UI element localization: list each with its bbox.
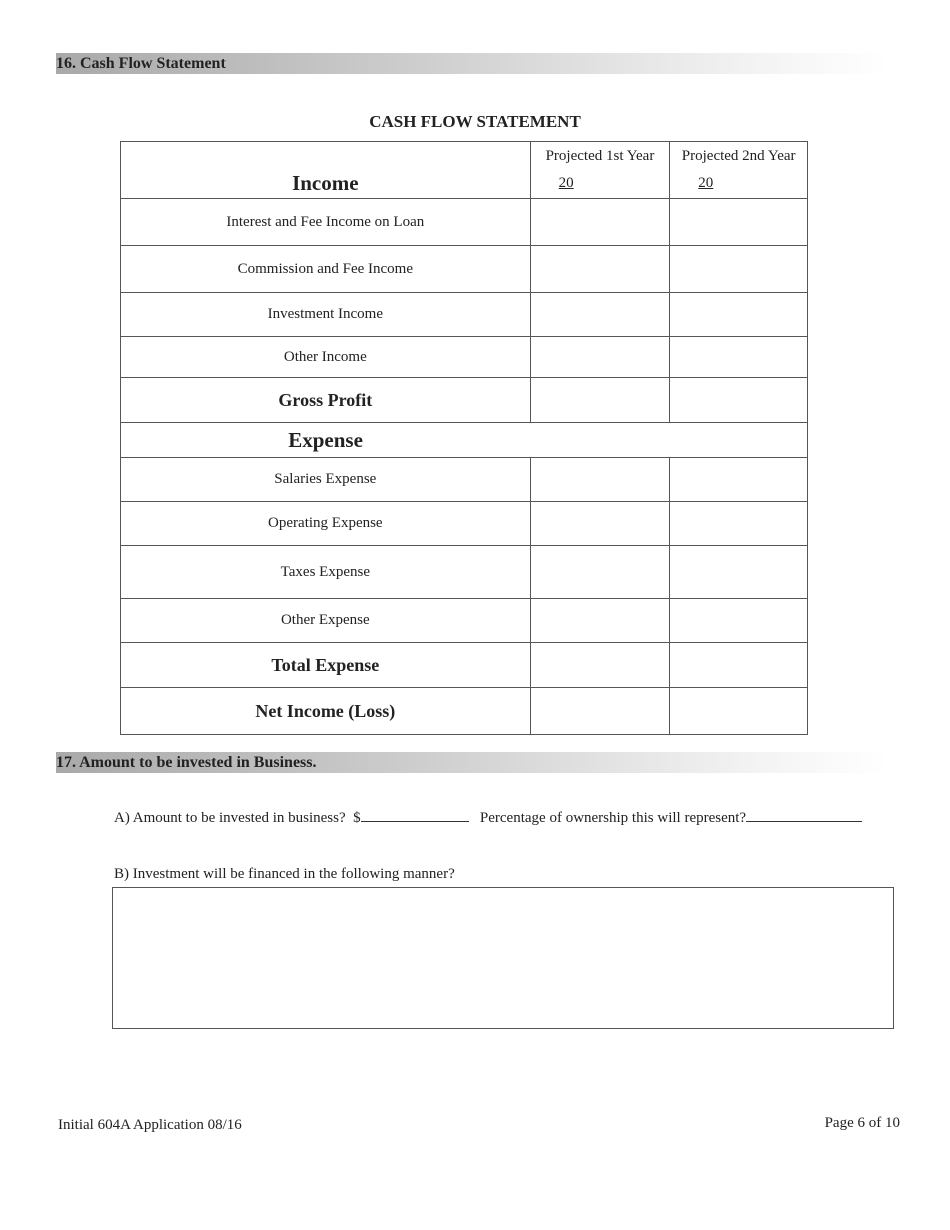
table-row bbox=[121, 293, 808, 337]
commission-income-year1-cell[interactable] bbox=[530, 246, 670, 293]
ownership-percentage-field[interactable] bbox=[746, 809, 862, 822]
question-a-label: A) Amount to be invested in business? bbox=[114, 810, 346, 826]
table-row bbox=[121, 688, 808, 735]
table-row bbox=[121, 378, 808, 423]
other-income-year2-cell[interactable] bbox=[670, 337, 808, 378]
section-17-title: 17. Amount to be invested in Business. bbox=[56, 754, 317, 771]
table-row bbox=[121, 546, 808, 599]
question-a-line bbox=[114, 809, 862, 827]
expense-heading-cell bbox=[121, 423, 531, 458]
financing-manner-textarea[interactable] bbox=[112, 887, 894, 1029]
total-expense-label-cell bbox=[121, 643, 531, 688]
expense-heading-row bbox=[121, 423, 808, 458]
net-income-label-cell bbox=[121, 688, 531, 735]
taxes-expense-year2-cell[interactable] bbox=[670, 546, 808, 599]
row-label: Interest and Fee Income on Loan bbox=[121, 199, 531, 246]
row-label: Operating Expense bbox=[121, 502, 531, 546]
statement-title: CASH FLOW STATEMENT bbox=[369, 112, 581, 131]
col1-header: Projected 1st Year bbox=[545, 148, 655, 164]
income-heading-cell bbox=[121, 142, 531, 199]
other-expense-year1-cell[interactable] bbox=[530, 599, 670, 643]
salaries-expense-year2-cell[interactable] bbox=[670, 458, 808, 502]
amount-invested-field[interactable] bbox=[361, 809, 469, 822]
operating-expense-year2-cell[interactable] bbox=[670, 502, 808, 546]
row-label: Commission and Fee Income bbox=[121, 246, 531, 293]
table-header-row bbox=[121, 142, 808, 199]
page-number-footer: Page 6 of 10 bbox=[824, 1115, 900, 1131]
net-income-year1-cell[interactable] bbox=[530, 688, 670, 735]
currency-symbol: $ bbox=[353, 810, 361, 826]
cash-flow-table bbox=[120, 141, 808, 735]
section-16-title: 16. Cash Flow Statement bbox=[56, 55, 226, 72]
income-heading: Income bbox=[292, 171, 359, 195]
col2-year-field[interactable]: 20 bbox=[698, 175, 714, 191]
total-expense-year1-cell[interactable] bbox=[530, 643, 670, 688]
col1-year-field[interactable]: 20 bbox=[558, 175, 574, 191]
section-16-header bbox=[56, 53, 888, 74]
gross-profit-label: Gross Profit bbox=[278, 389, 373, 410]
net-income-label: Net Income (Loss) bbox=[255, 700, 396, 721]
table-row bbox=[121, 246, 808, 293]
investment-income-year2-cell[interactable] bbox=[670, 293, 808, 337]
row-label: Other Income bbox=[121, 337, 531, 378]
total-expense-label: Total Expense bbox=[271, 654, 380, 675]
row-label: Investment Income bbox=[121, 293, 531, 337]
commission-income-year2-cell[interactable] bbox=[670, 246, 808, 293]
col2-header: Projected 2nd Year bbox=[681, 148, 796, 164]
operating-expense-year1-cell[interactable] bbox=[530, 502, 670, 546]
table-row bbox=[121, 643, 808, 688]
gross-profit-label-cell bbox=[121, 378, 531, 423]
table-row bbox=[121, 502, 808, 546]
interest-income-year2-cell[interactable] bbox=[670, 199, 808, 246]
interest-income-year1-cell[interactable] bbox=[530, 199, 670, 246]
row-label: Other Expense bbox=[121, 599, 531, 643]
gross-profit-year1-cell[interactable] bbox=[530, 378, 670, 423]
col1-header-cell bbox=[530, 142, 670, 199]
form-id-footer: Initial 604A Application 08/16 bbox=[58, 1117, 242, 1133]
table-row bbox=[121, 458, 808, 502]
row-label: Taxes Expense bbox=[121, 546, 531, 599]
col2-header-cell bbox=[670, 142, 808, 199]
other-income-year1-cell[interactable] bbox=[530, 337, 670, 378]
taxes-expense-year1-cell[interactable] bbox=[530, 546, 670, 599]
salaries-expense-year1-cell[interactable] bbox=[530, 458, 670, 502]
row-label: Salaries Expense bbox=[121, 458, 531, 502]
section-17-header bbox=[56, 752, 888, 773]
net-income-year2-cell[interactable] bbox=[670, 688, 808, 735]
total-expense-year2-cell[interactable] bbox=[670, 643, 808, 688]
table-row bbox=[121, 199, 808, 246]
other-expense-year2-cell[interactable] bbox=[670, 599, 808, 643]
investment-income-year1-cell[interactable] bbox=[530, 293, 670, 337]
expense-heading: Expense bbox=[288, 427, 363, 452]
question-b-label: B) Investment will be financed in the following manner? bbox=[114, 866, 455, 882]
expense-heading-spacer bbox=[530, 423, 807, 458]
table-row bbox=[121, 337, 808, 378]
gross-profit-year2-cell[interactable] bbox=[670, 378, 808, 423]
question-a2-label: Percentage of ownership this will represent? bbox=[479, 810, 747, 826]
table-row bbox=[121, 599, 808, 643]
